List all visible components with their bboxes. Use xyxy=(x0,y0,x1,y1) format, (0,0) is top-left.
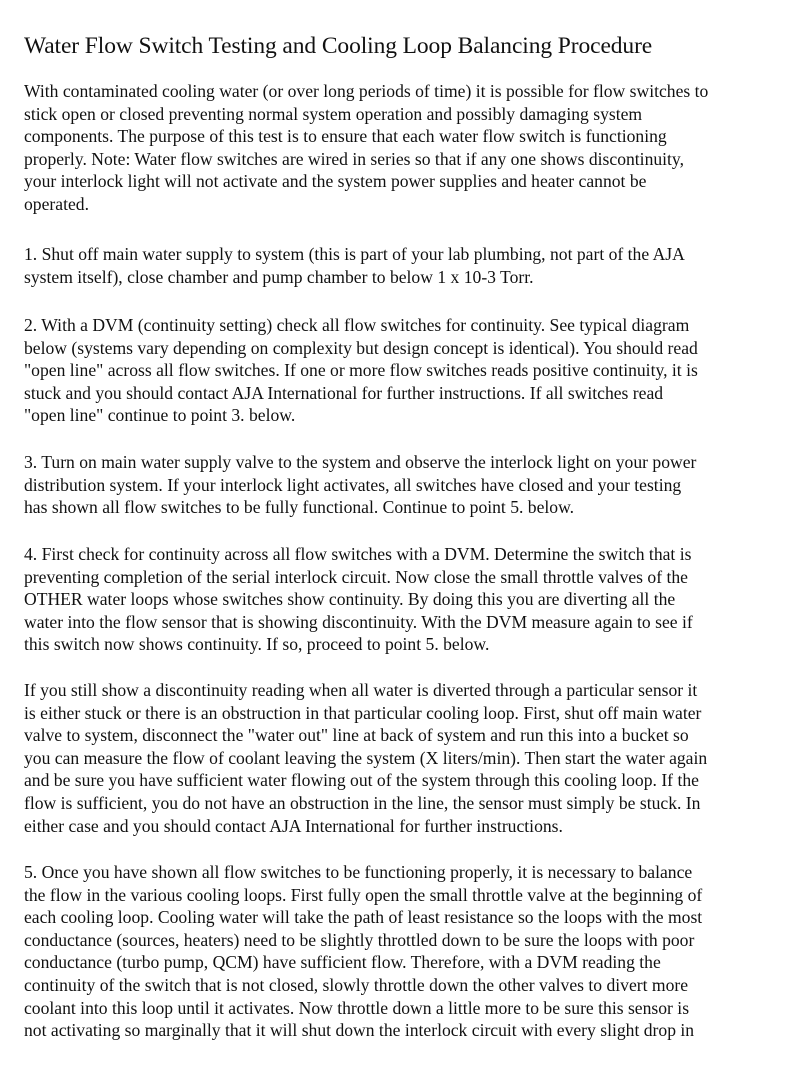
text-line: OTHER water loops whose switches show continuity. By doing this you are diverting all the xyxy=(24,589,676,610)
text-line: continuity of the switch that is not closed, slowly throttle down the other valves to divert more xyxy=(24,974,689,995)
text-line: system itself), close chamber and pump chamber to below 1 x 10-3 Torr. xyxy=(24,266,534,287)
text-line: coolant into this loop until it activates. Now throttle down a little more to be sure this sensor is xyxy=(24,997,690,1018)
text-line: If you still show a discontinuity reading when all water is diverted through a particular sensor it xyxy=(24,680,698,700)
text-line: below (systems vary depending on complexity but design concept is identical). You should read xyxy=(24,337,698,358)
text-line: either case and you should contact AJA International for further instructions. xyxy=(24,815,563,836)
text-line: has shown all flow switches to be fully functional. Continue to point 5. below. xyxy=(24,497,575,518)
text-line: preventing completion of the serial interlock circuit. Now close the small throttle valves of the xyxy=(24,566,688,587)
text-line: 1. Shut off main water supply to system (this is part of your lab plumbing, not part of the AJA xyxy=(24,244,685,264)
text-line: conductance (sources, heaters) need to be slightly throttled down to be sure the loops with poor xyxy=(24,929,695,950)
text-line: 3. Turn on main water supply valve to the system and observe the interlock light on your power xyxy=(24,452,697,472)
text-line: components. The purpose of this test is to ensure that each water flow switch is functioning xyxy=(24,126,667,147)
step-4-paragraph xyxy=(24,543,693,656)
text-line: 2. With a DVM (continuity setting) check all flow switches for continuity. See typical diagram xyxy=(24,315,690,335)
text-line: and be sure you have sufficient water flowing out of the system through this cooling loop. If the xyxy=(24,770,699,791)
step-5-paragraph xyxy=(24,861,702,1042)
step-3-paragraph xyxy=(24,451,696,519)
text-line: distribution system. If your interlock light activates, all switches have closed and your testing xyxy=(24,474,682,495)
text-line: stick open or closed preventing normal system operation and possibly damaging system xyxy=(24,103,643,124)
text-line: your interlock light will not activate and the system power supplies and heater cannot be xyxy=(24,171,647,192)
text-line: properly. Note: Water flow switches are wired in series so that if any one shows discontinuity, xyxy=(24,148,684,169)
text-line: 4. First check for continuity across all flow switches with a DVM. Determine the switch that is xyxy=(24,544,692,564)
text-line: 5. Once you have shown all flow switches to be functioning properly, it is necessary to balance xyxy=(24,862,693,882)
text-line: the flow in the various cooling loops. First fully open the small throttle valve at the beginning of xyxy=(24,884,703,905)
text-line: "open line" across all flow switches. If one or more flow switches reads positive continuity, it is xyxy=(24,360,698,381)
text-line: conductance (turbo pump, QCM) have sufficient flow. Therefore, with a DVM reading the xyxy=(24,952,661,973)
document-title: Water Flow Switch Testing and Cooling Loop Balancing Procedure xyxy=(24,33,653,59)
step-4-followup-paragraph xyxy=(24,679,707,837)
text-line: this switch now shows continuity. If so, proceed to point 5. below. xyxy=(24,634,490,655)
intro-paragraph xyxy=(24,80,708,216)
text-line: With contaminated cooling water (or over long periods of time) it is possible for flow switches to xyxy=(24,81,709,101)
text-line: you can measure the flow of coolant leaving the system (X liters/min). Then start the water again xyxy=(24,747,708,768)
text-line: each cooling loop. Cooling water will take the path of least resistance so the loops with the most xyxy=(24,907,703,928)
text-line: flow is sufficient, you do not have an obstruction in the line, the sensor must simply be stuck. In xyxy=(24,792,701,813)
step-1-paragraph xyxy=(24,243,685,288)
text-line: operated. xyxy=(24,193,89,214)
text-line: valve to system, disconnect the "water out" line at back of system and run this into a bucket so xyxy=(24,725,689,746)
text-line: not activating so marginally that it will shut down the interlock circuit with every slight drop in xyxy=(24,1020,695,1041)
text-line: stuck and you should contact AJA International for further instructions. If all switches read xyxy=(24,382,664,403)
step-2-paragraph xyxy=(24,314,698,427)
text-line: is either stuck or there is an obstruction in that particular cooling loop. First, shut off main water xyxy=(24,702,702,723)
text-line: water into the flow sensor that is showing discontinuity. With the DVM measure again to see if xyxy=(24,611,693,632)
text-line: "open line" continue to point 3. below. xyxy=(24,405,296,426)
